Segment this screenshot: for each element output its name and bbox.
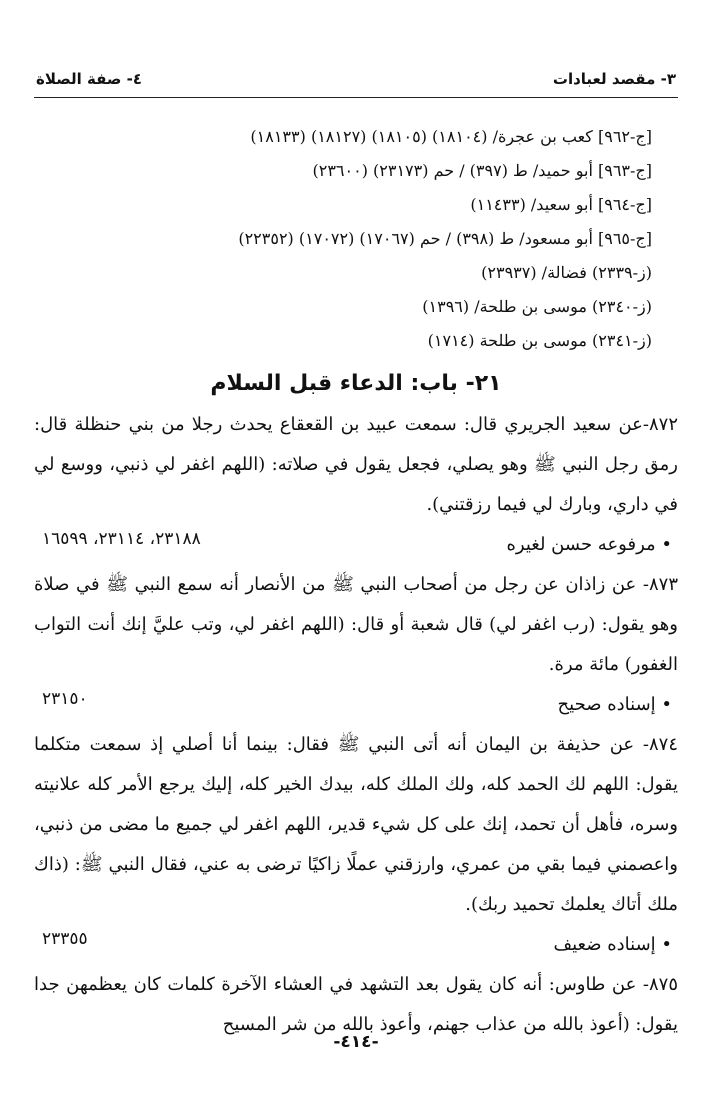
reference-line: [ج-٩٦٥] أبو مسعود/ ط (٣٩٨) / حم (١٧٠٦٧) (١٧٠٧٢) (٢٢٣٥٢) (238, 229, 652, 248)
hadith-grade-row (34, 685, 678, 725)
hadith-grade-row (34, 525, 678, 565)
page-number: -٤١٤- (333, 1032, 379, 1052)
running-header (34, 64, 678, 98)
hadith-grade: • مرفوعه حسن لغيره (506, 534, 672, 555)
hadith-cross-refs: ٢٣١٥٠ (42, 689, 88, 709)
hadith-text: ٨٧٥- عن طاوس: أنه كان يقول بعد التشهد في العشاء الآخرة كلمات كان يعظمهن جدا يقول: (أعوذ بالله من عذاب جهنم، وأعوذ بالله من شر المسيح (34, 974, 678, 1035)
reference-line: (ز-٢٣٤١) موسى بن طلحة (١٧١٤) (427, 331, 652, 350)
reference-line: (ز-٢٣٤٠) موسى بن طلحة/ (١٣٩٦) (422, 297, 652, 316)
hadith-body (34, 405, 678, 1045)
hadith-grade: • إسناده صحيح (557, 694, 672, 715)
hadith-grade: • إسناده ضعيف (553, 934, 672, 955)
section-title: ٣- مقصد لعبادات (552, 70, 676, 88)
hadith-cross-refs: ٢٣٣٥٥ (42, 929, 88, 949)
reference-line: (ز-٢٣٣٩) فضالة/ (٢٣٩٣٧) (481, 263, 652, 282)
header-divider (34, 97, 678, 98)
hadith-grade-row (34, 925, 678, 965)
references-list (92, 120, 652, 358)
hadith-cross-refs: ٢٣١٨٨، ٢٣١١٤، ١٦٥٩٩ (42, 529, 201, 549)
chapter-heading: ٢١- باب: الدعاء قبل السلام (210, 371, 502, 396)
reference-line: [ج-٩٦٣] أبو حميد/ ط (٣٩٧) / حم (٢٣١٧٣) (٢٣٦٠٠) (312, 161, 652, 180)
hadith-text: ٨٧٤- عن حذيفة بن اليمان أنه أتى النبي ﷺ فقال: بينما أنا أصلي إذ سمعت متكلما يقول: اللهم لك الحمد كله، ولك الملك كله، بيدك الخير كله، إليك يرجع الأمر كله علانيته وسره، فأهل أن تحمد، إنك على كل شيء قدير، اللهم اغفر لي جميع ما مضى من ذنبي، واعصمني فيما بقي من عمري، وارزقني عملًا زاكيًا ترضى به عني، فقال النبي ﷺ: (ذاك ملك أتاك يعلمك تحميد ربك). (34, 734, 678, 915)
reference-line: [ج-٩٦٢] كعب بن عجرة/ (١٨١٠٤) (١٨١٠٥) (١٨١٢٧) (١٨١٣٣) (250, 127, 652, 146)
reference-line: [ج-٩٦٤] أبو سعيد/ (١١٤٣٣) (470, 195, 652, 214)
hadith-text: ٨٧٣- عن زاذان عن رجل من أصحاب النبي ﷺ من الأنصار أنه سمع النبي ﷺ في صلاة وهو يقول: (رب اغفر لي) قال شعبة أو قال: (اللهم اغفر لي، وتب عليَّ إنك أنت التواب الغفور) مائة مرة. (34, 574, 678, 675)
chapter-running-title: ٤- صفة الصلاة (36, 70, 143, 88)
hadith-text: ٨٧٢-عن سعيد الجريري قال: سمعت عبيد بن القعقاع يحدث رجلا من بني حنظلة قال: رمق رجل النبي ﷺ وهو يصلي، فجعل يقول في صلاته: (اللهم اغفر لي ذنبي، ووسع لي في داري، وبارك لي فيما رزقتني). (34, 414, 678, 515)
